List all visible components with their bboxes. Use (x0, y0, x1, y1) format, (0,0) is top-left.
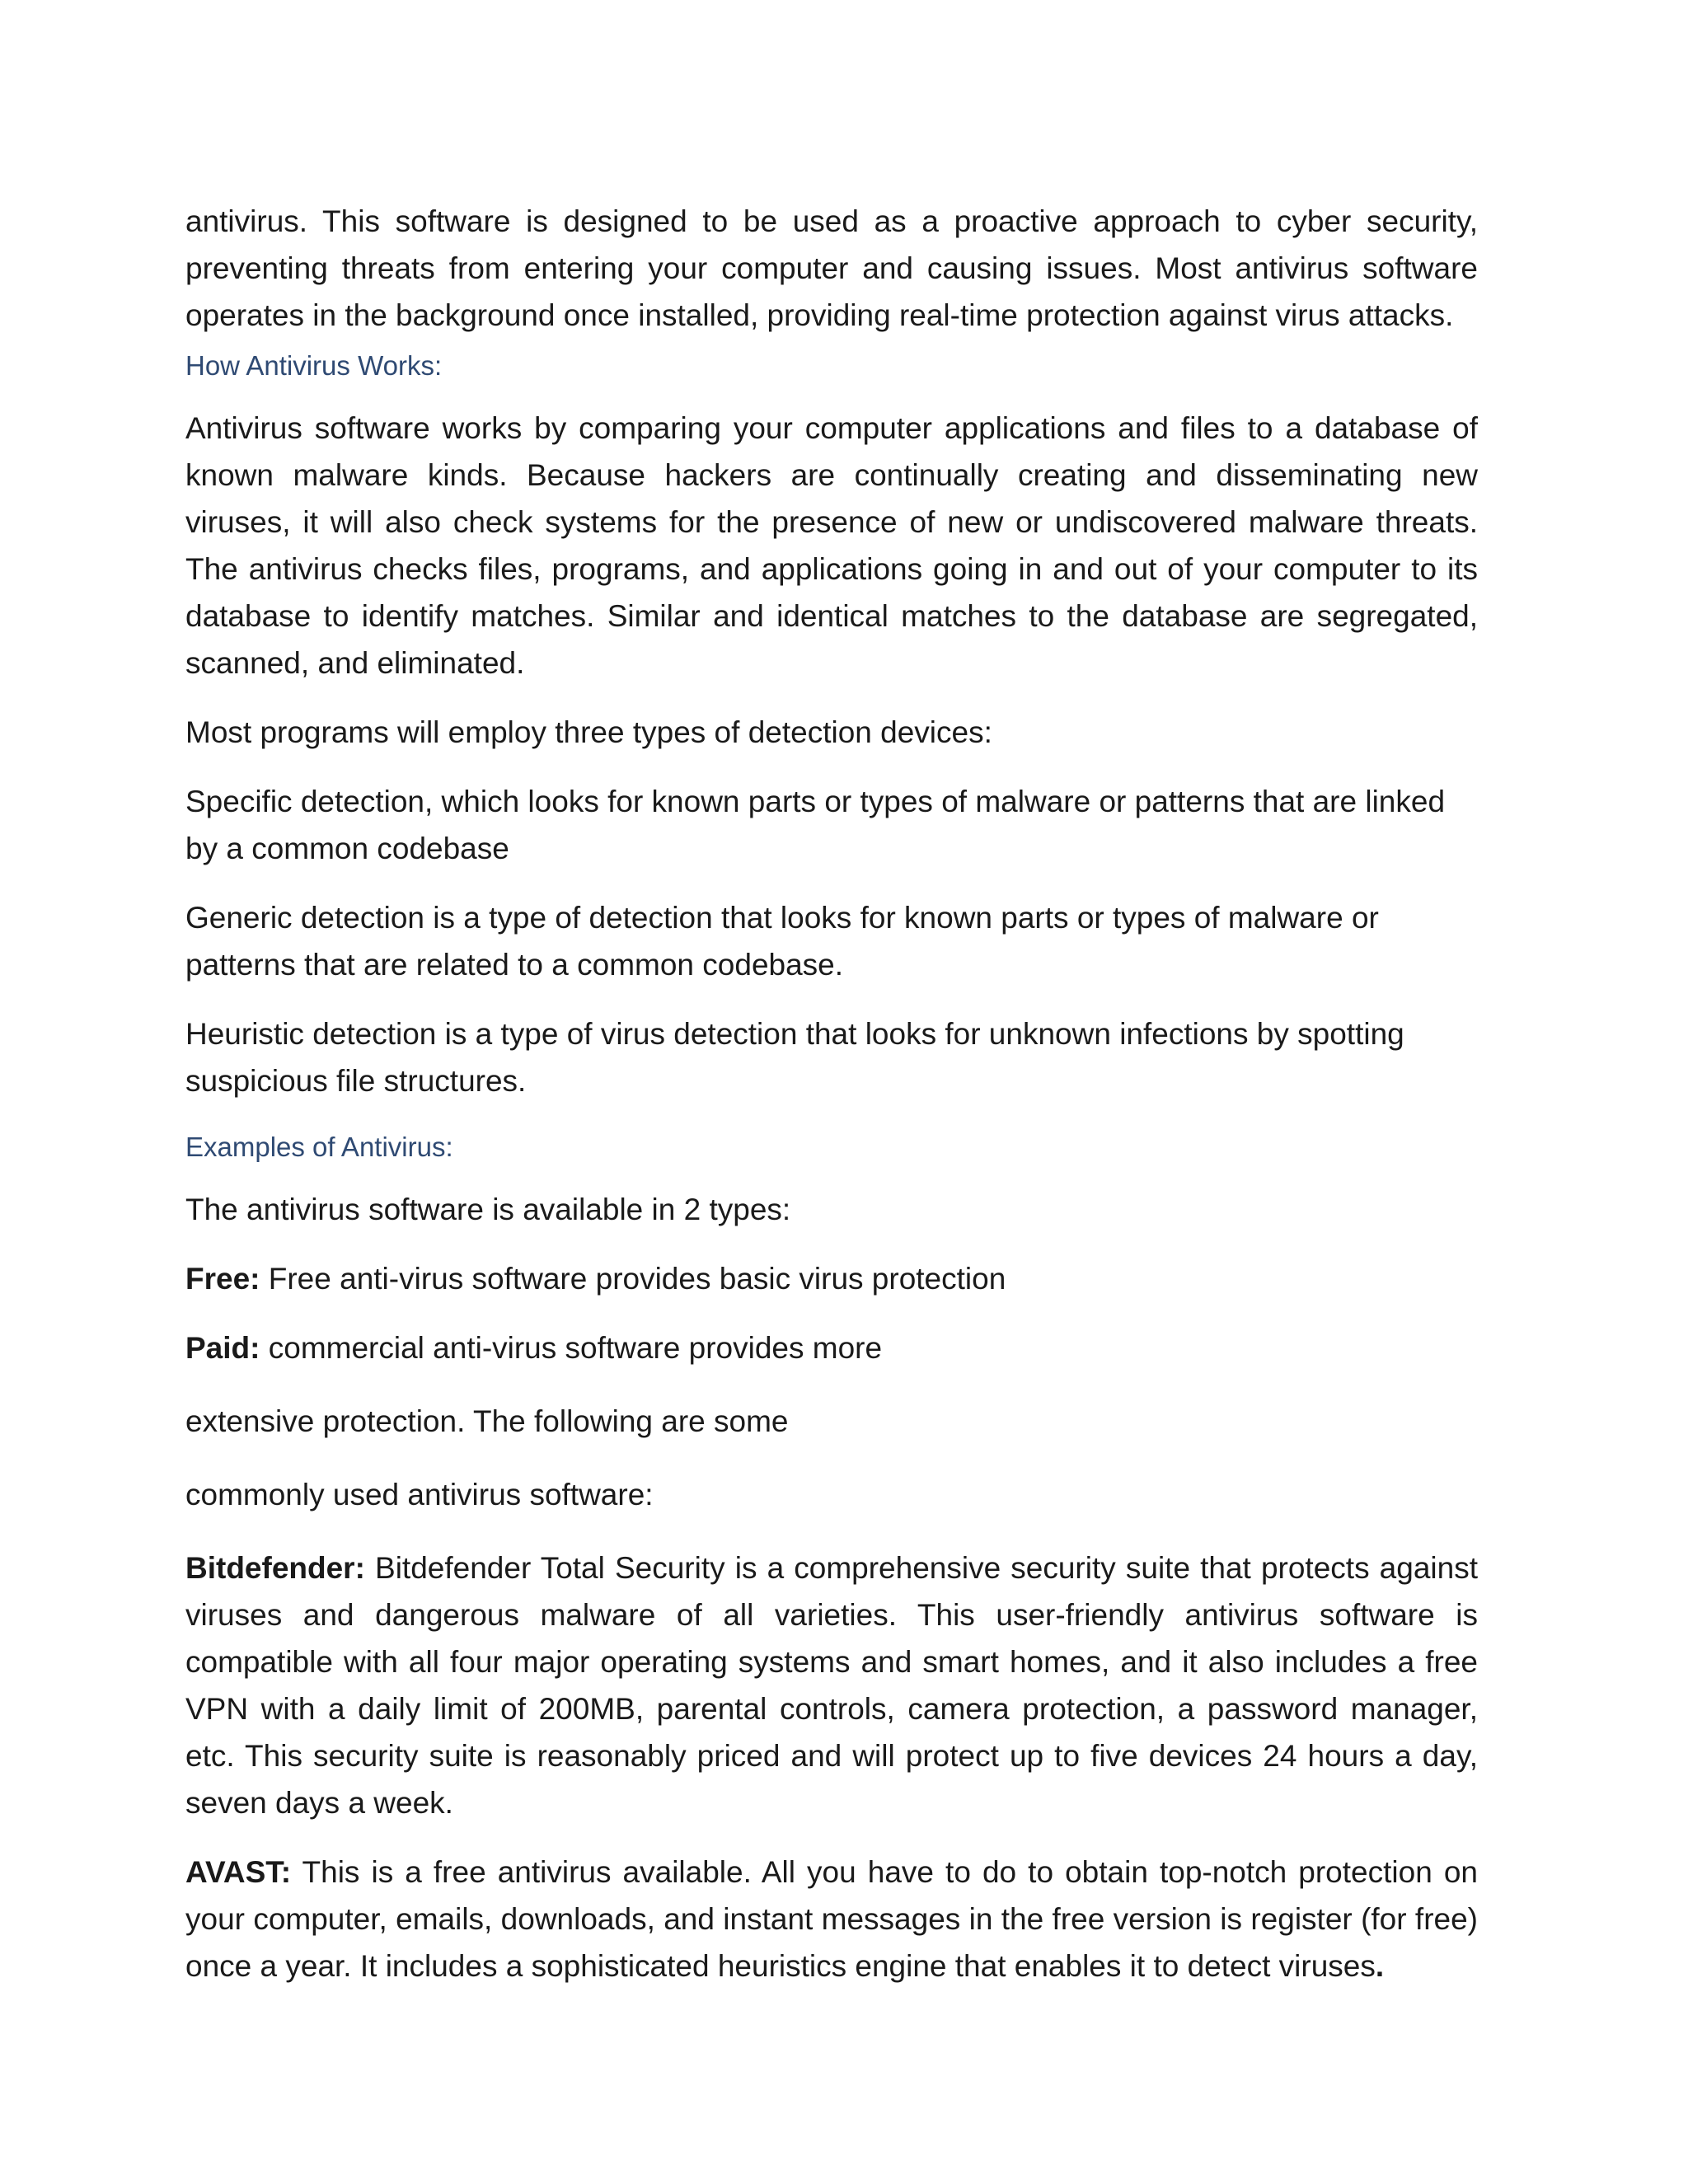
types-intro: The antivirus software is available in 2 types: (185, 1193, 791, 1226)
specific-detection-paragraph: Specific detection, which looks for known parts or types of malware or patterns that are linked by a common codebase (185, 785, 1446, 865)
free-text: Free anti-virus software provides basic virus protection (260, 1262, 1006, 1296)
how-antivirus-works-paragraph: Antivirus software works by comparing your computer applications and files to a database of known malware kinds. Because hackers are continually creating and disseminating new viruses, it will also check systems for the presence of new or undiscovered malware threats. The antivirus checks files, programs, and applications going in and out of your computer to its database to identify matches. Similar and identical matches to the database are segregated, scanned, and eliminated. (185, 411, 1478, 680)
bitdefender-paragraph (185, 1544, 1478, 1826)
bitdefender-text: Bitdefender Total Security is a comprehensive security suite that protects against viruses and dangerous malware of all varieties. This user-friendly antivirus software is compatible with all four major operating systems and smart homes, and it also includes a free VPN with a daily limit of 200MB, parental controls, camera protection, a password manager, etc. This security suite is reasonably priced and will protect up to five devices 24 hours a day, seven days a week. (185, 1551, 1478, 1820)
heuristic-detection-paragraph: Heuristic detection is a type of virus detection that looks for unknown infections by spotting suspicious file structures. (185, 1017, 1404, 1098)
paid-continuation-1: extensive protection. The following are some (185, 1404, 789, 1438)
document-page (185, 198, 1478, 1990)
avast-text: This is a free antivirus available. All you have to do to obtain top-notch protection on your computer, emails, downloads, and instant messages in the free version is register (for free) once a year. It includes a sophisticated heuristics engine that enables it to detect viruses (185, 1855, 1478, 1983)
avast-end-period: . (1375, 1949, 1385, 1983)
avast-paragraph (185, 1849, 1478, 1990)
paid-type-paragraph (185, 1324, 1478, 1371)
generic-detection-paragraph: Generic detection is a type of detection that looks for known parts or types of malware or patterns that are related to a common codebase. (185, 901, 1379, 982)
detection-intro: Most programs will employ three types of detection devices: (185, 715, 992, 749)
avast-label: AVAST: (185, 1855, 292, 1889)
paid-text: commercial anti-virus software provides more (260, 1331, 883, 1365)
heading-examples-of-antivirus: Examples of Antivirus: (185, 1132, 453, 1162)
paid-continuation-2: commonly used antivirus software: (185, 1478, 654, 1511)
free-label: Free: (185, 1262, 260, 1296)
heading-how-antivirus-works: How Antivirus Works: (185, 350, 443, 381)
paid-label: Paid: (185, 1331, 260, 1365)
intro-paragraph: antivirus. This software is designed to be used as a proactive approach to cyber security, preventing threats from entering your computer and causing issues. Most antivirus software operates in the background once installed, providing real-time protection against virus attacks. (185, 204, 1478, 332)
free-type-paragraph (185, 1255, 1478, 1302)
bitdefender-label: Bitdefender: (185, 1551, 365, 1585)
